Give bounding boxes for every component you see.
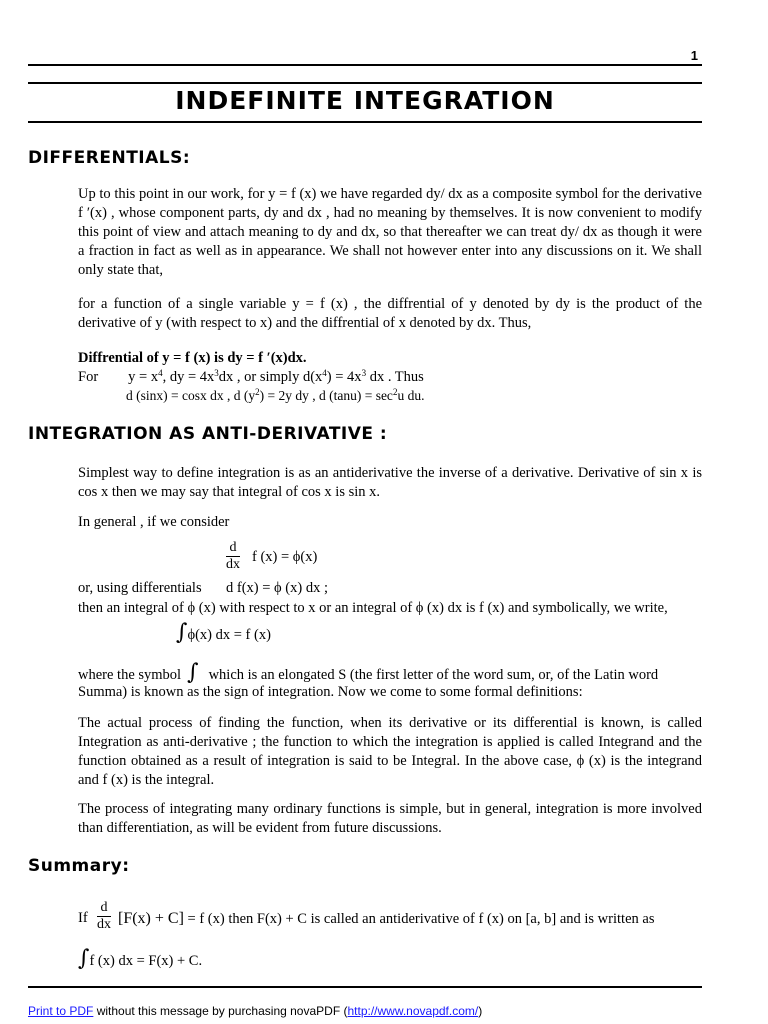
- summary-if-label: If: [78, 910, 88, 926]
- differentials-label: or, using differentials: [78, 580, 202, 596]
- anti-derivative-paragraph-3: then an integral of ϕ (x) with respect to x or an integral of ϕ (x) dx is f (x) and symbolically, we write,: [78, 600, 668, 616]
- section-heading-anti-derivative: INTEGRATION AS ANTI-DERIVATIVE :: [28, 424, 388, 444]
- section-heading-differentials: DIFFERENTIALS:: [28, 148, 191, 168]
- footer-message: Print to PDF without this message by purchasing novaPDF (http://www.novapdf.com/): [28, 1004, 483, 1018]
- section-heading-summary: Summary:: [28, 856, 130, 876]
- top-rule: [28, 64, 702, 66]
- integral-sign: ∫: [187, 660, 199, 685]
- differentials-paragraph-2: for a function of a single variable y = f (x) , the diffrential of y denoted by dy is the product of the derivative of y (with respect to x) and the diffrential of x denoted by dx. Thus,: [78, 296, 702, 331]
- title-rule-top: [28, 82, 702, 84]
- integral-sign: ∫: [78, 946, 90, 971]
- for-label: For: [78, 369, 99, 385]
- summary-derivative-fraction: $\frac{d}{dx}$: [97, 900, 111, 932]
- derivative-fraction: $\frac{d}{dx}$: [226, 540, 240, 572]
- differential-definition: Diffrential of y = f (x) is dy = f ′(x)dx.: [78, 350, 307, 366]
- symbol-sentence-continued: Summa) is known as the sign of integration. Now we come to some formal definitions:: [78, 684, 583, 700]
- in-general-line: In general , if we consider: [78, 514, 230, 530]
- differentials-paragraph-1: Up to this point in our work, for y = f (x) we have regarded dy/ dx as a composite symbol for the derivative f ′(x) , whose component parts, dy and dx , had no meaning by themselves. It is now convenient to modify this point of view and attach meaning to dy and dx, so that thereafter we can treat dy/ dx as though it were a fraction in fact as well as in appearance. We shall not however enter into any discussions on it. We shall only state that,: [78, 186, 702, 278]
- symbol-sentence: where the symbol ∫ which is an elongated S (the first letter of the word sum, or, of the Latin word: [78, 660, 659, 685]
- for-example-line: For $y = x^4$, dy = $4x^3dx$ , or simply $d(x^4) = 4x^3$ dx . Thus: [78, 368, 424, 385]
- page-title: INDEFINITE INTEGRATION: [175, 86, 555, 115]
- derivative-equation: f (x) = ϕ(x): [252, 549, 318, 565]
- novapdf-link[interactable]: http://www.novapdf.com/: [347, 1004, 479, 1018]
- integral-sign: ∫: [176, 620, 188, 645]
- integral-equation: ∫ϕ(x) dx = f (x): [176, 620, 271, 645]
- summary-statement: [F(x) + C] = f (x) then F(x) + C is called an antiderivative of f (x) on [a, b] and is written as: [118, 910, 655, 927]
- title-rule-bottom: [28, 121, 702, 123]
- anti-derivative-paragraph-6: The process of integrating many ordinary functions is simple, but in general, integration is more involved than differentiation, as will be evident from future discussions.: [78, 801, 702, 836]
- differentials-equation: d f(x) = ϕ (x) dx ;: [226, 580, 328, 596]
- anti-derivative-paragraph-5: The actual process of finding the function, when its derivative or its differential is known, is called Integration as anti-derivative ; the function to which the integration is applied is called Integrand and the function obtained as a result of integration is said to be Integral. In the above case, ϕ (x) is the integrand and f (x) is the integral.: [78, 715, 702, 788]
- bottom-rule: [28, 986, 702, 988]
- print-to-pdf-link[interactable]: Print to PDF: [28, 1004, 94, 1018]
- page-number: 1: [690, 48, 698, 63]
- summary-integral: ∫f (x) dx = F(x) + C.: [78, 946, 203, 971]
- differential-examples: d (sinx) = cosx dx , d $(y^2) = 2y$ dy , d $(\tan u) = \sec^2u$ du.: [126, 387, 425, 403]
- anti-derivative-paragraph-1: Simplest way to define integration is as an antiderivative the inverse of a derivative. Derivative of sin x is cos x then we may say that integral of cos x is sin x.: [78, 465, 702, 500]
